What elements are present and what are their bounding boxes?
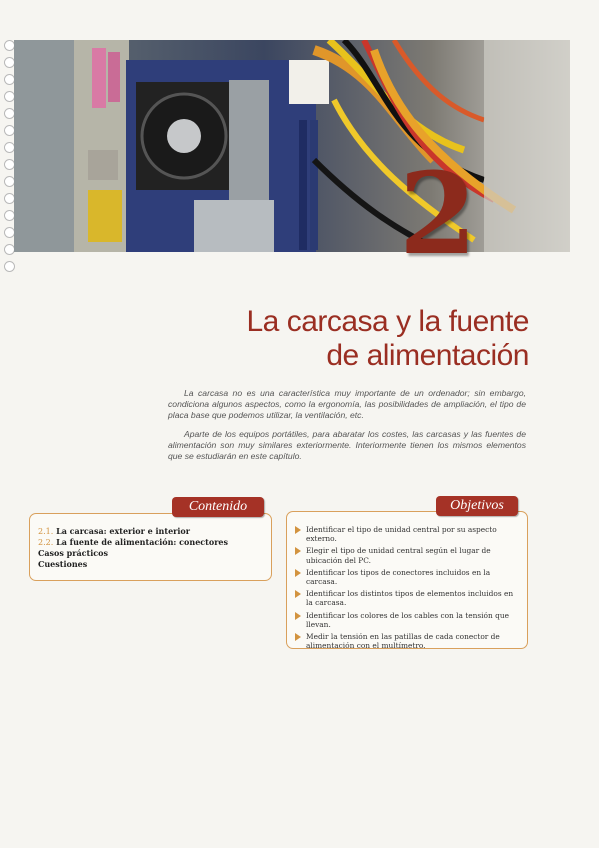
contenido-item [38, 559, 271, 570]
contenido-heading: Contenido [172, 497, 264, 517]
objetivos-heading: Objetivos [436, 496, 518, 516]
contenido-item-number: 2.1. [38, 527, 54, 536]
triangle-bullet-icon [295, 547, 301, 555]
intro-paragraph: Aparte de los equipos portátiles, para abaratar los costes, las carcasas y las fuentes de alimentación son muy similares exteriormente. Interiormente tienen los mismos elementos que se estudiarán en este capítulo. [168, 428, 526, 462]
objetivo-text: Identificar los colores de los cables con la tensión que llevan. [306, 610, 509, 629]
chapter-intro [168, 388, 526, 469]
chapter-title-line2: de alimentación [326, 339, 529, 372]
objetivo-item [295, 589, 519, 607]
objetivos-box [286, 498, 528, 651]
objetivo-item [295, 611, 519, 629]
triangle-bullet-icon [295, 612, 301, 620]
objetivo-text: Elegir el tipo de unidad central según el lugar de ubicación del PC. [306, 546, 491, 565]
contenido-box [29, 499, 272, 581]
contenido-item [38, 537, 271, 548]
chapter-number: 2 [399, 149, 477, 280]
contenido-item-label: La carcasa: exterior e interior [56, 526, 190, 536]
objetivo-text: Identificar el tipo de unidad central por su aspecto externo. [306, 525, 497, 544]
chapter-title-line1: La carcasa y la fuente [246, 305, 529, 338]
triangle-bullet-icon [295, 633, 301, 641]
objetivo-text: Medir la tensión en las patillas de cada conector de alimentación con el multímetro. [306, 632, 500, 651]
triangle-bullet-icon [295, 590, 301, 598]
contenido-list [38, 526, 271, 570]
objetivos-list [295, 525, 519, 650]
contenido-item [38, 526, 271, 537]
triangle-bullet-icon [295, 569, 301, 577]
contenido-item-number: 2.2. [38, 538, 54, 547]
contenido-item-label: Cuestiones [38, 559, 88, 569]
intro-paragraph: La carcasa no es una característica muy importante de un ordenador; sin embargo, condiciona algunos aspectos, como la ergonomía, las posibilidades de ampliación, el tipo de placa base que podemos utilizar, la ventilación, etc. [168, 388, 526, 421]
objetivo-item [295, 632, 519, 650]
triangle-bullet-icon [295, 526, 301, 534]
objetivo-item [295, 546, 519, 564]
contenido-item-label: La fuente de alimentación: conectores [56, 537, 228, 547]
contenido-item-label: Casos prácticos [38, 548, 108, 558]
objetivo-item [295, 568, 519, 586]
pc-interior-photo [14, 40, 570, 252]
objetivo-item [295, 525, 519, 543]
objetivo-text: Identificar los tipos de conectores incluidos en la carcasa. [306, 567, 491, 587]
contenido-item [38, 548, 271, 559]
objetivo-text: Identificar los distintos tipos de elementos incluidos en la carcasa. [306, 589, 514, 608]
chapter-title [169, 305, 529, 373]
